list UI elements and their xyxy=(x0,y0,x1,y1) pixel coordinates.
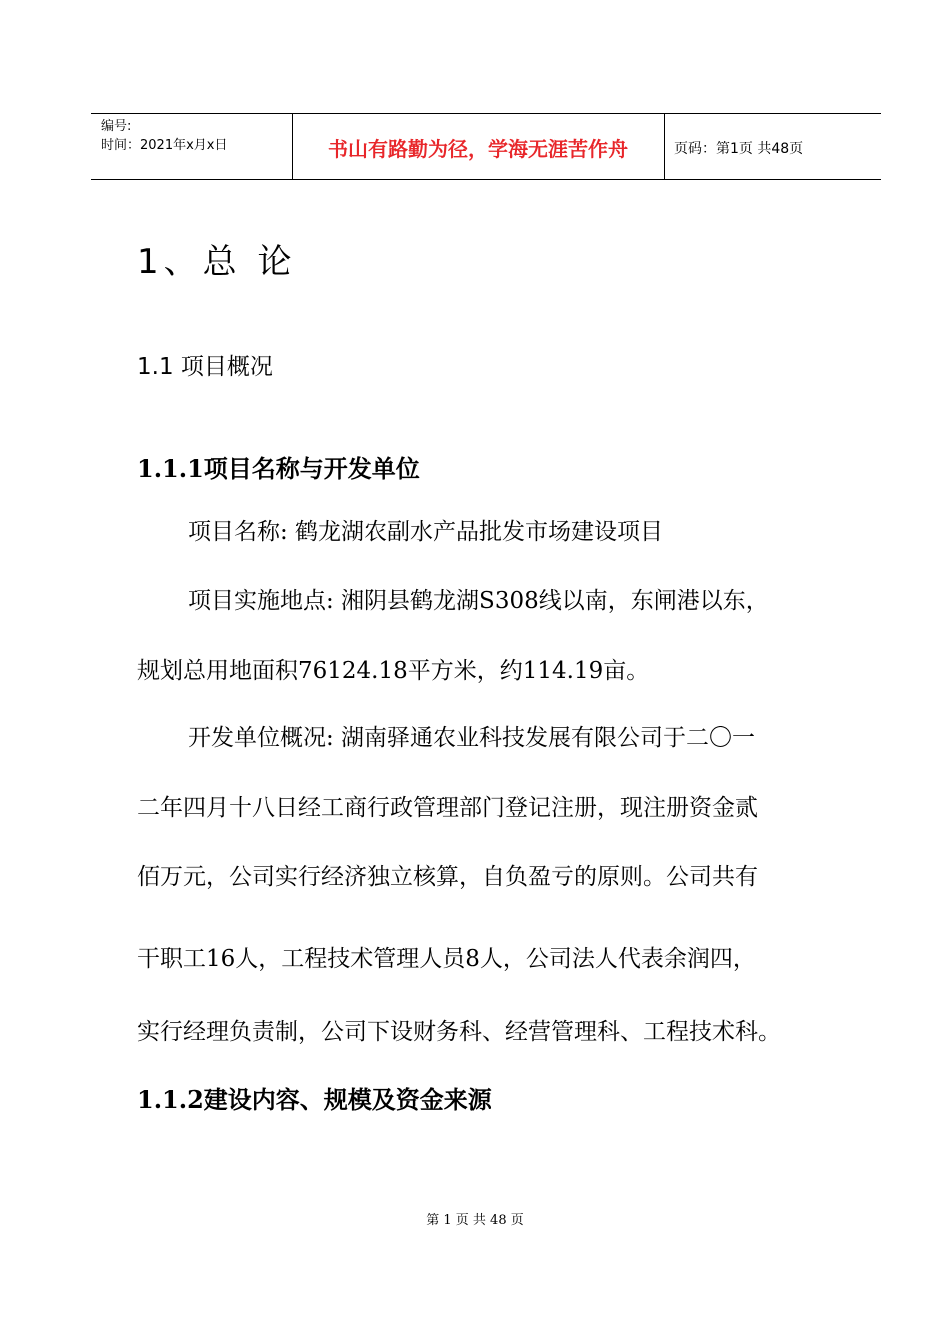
header-page-cell xyxy=(664,114,881,179)
document-number: 编号: xyxy=(101,119,132,134)
header-meta-cell xyxy=(91,114,293,179)
document-header xyxy=(91,113,881,180)
sub2-title: 1.1.2建设内容、规模及资金来源 xyxy=(137,1085,492,1114)
paragraph-line: 佰万元，公司实行经济独立核算，自负盈亏的原则。公司共有 xyxy=(137,864,758,890)
paragraph-line: 开发单位概况: 湖南驿通农业科技发展有限公司于二〇一 xyxy=(188,725,756,751)
paragraph-line: 项目实施地点: 湘阴县鹤龙湖S308线以南，东闸港以东， xyxy=(188,588,769,614)
paragraph-line: 干职工16人，工程技术管理人员8人，公司法人代表余润四， xyxy=(137,946,756,972)
document-time: 时间：2021年x月x日 xyxy=(101,138,228,153)
sub1-title: 1.1.1项目名称与开发单位 xyxy=(137,454,420,483)
header-motto-cell xyxy=(292,114,665,179)
paragraph-line: 实行经理负责制，公司下设财务科、经营管理科、工程技术科。 xyxy=(137,1019,781,1045)
paragraph-line: 规划总用地面积76124.18平方米，约114.19亩。 xyxy=(137,658,650,684)
paragraph-line: 二年四月十八日经工商行政管理部门登记注册，现注册资金贰 xyxy=(137,795,758,821)
header-motto: 书山有路勤为径，学海无涯苦作舟 xyxy=(328,137,628,161)
header-page-code: 页码：第1页 共48页 xyxy=(674,141,804,157)
page-footer: 第 1 页 共 48 页 xyxy=(426,1213,524,1228)
subsection-title: 1.1 项目概况 xyxy=(137,354,273,380)
paragraph-line: 项目名称: 鹤龙湖农副水产品批发市场建设项目 xyxy=(188,519,664,545)
section-title: 1、总 论 xyxy=(137,242,297,282)
